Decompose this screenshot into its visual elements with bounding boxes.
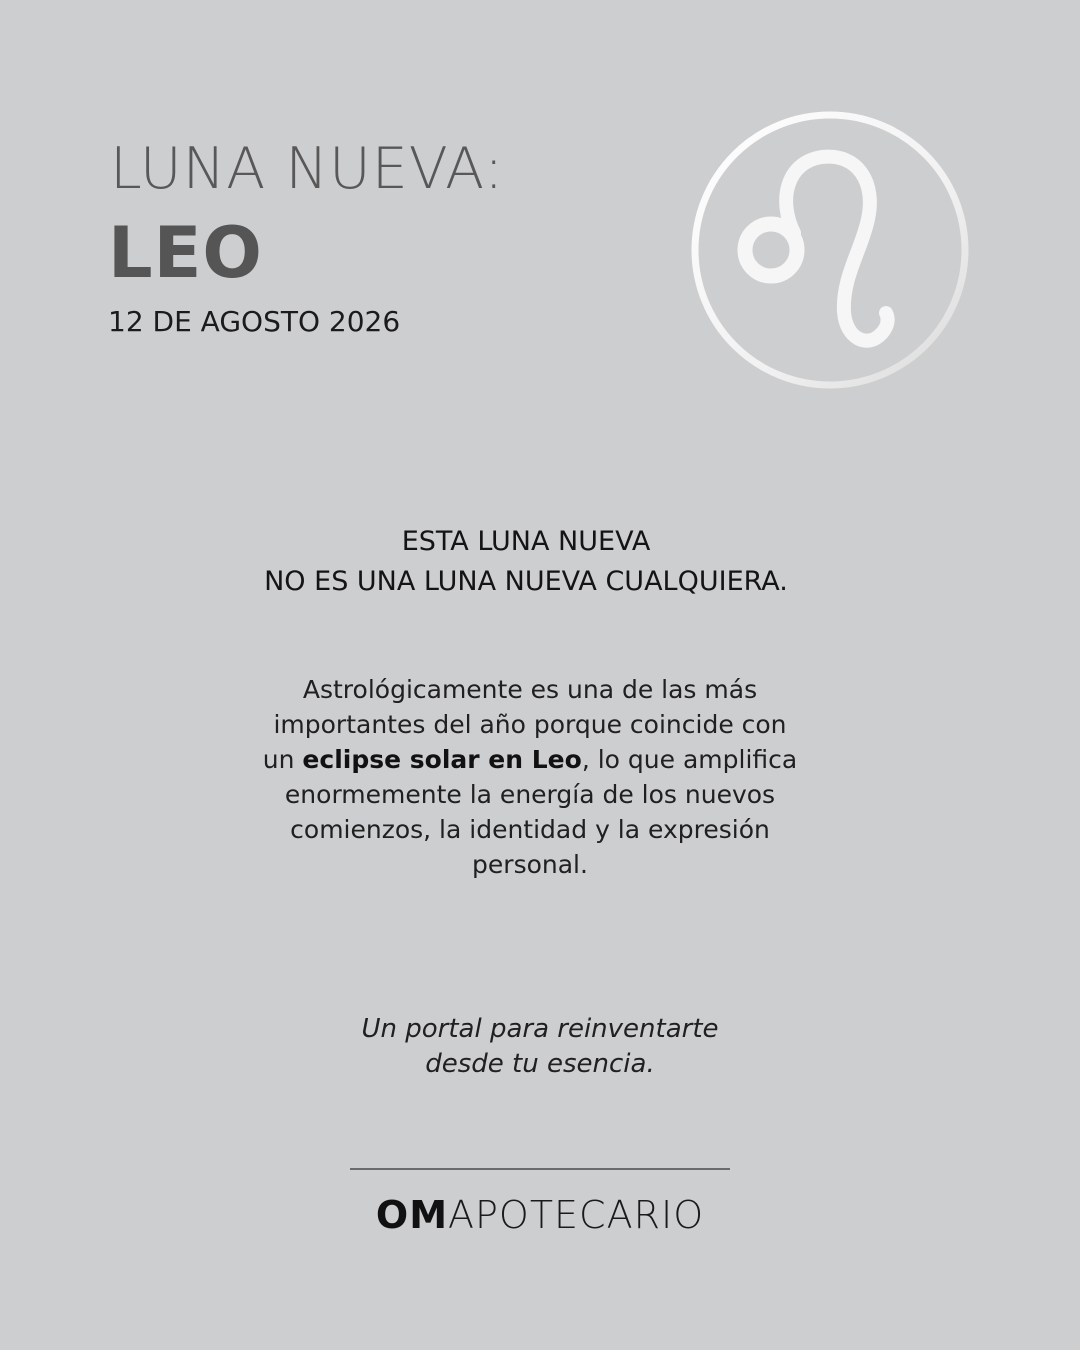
title-line-1: LUNA NUEVA: [110,136,505,202]
event-date: 12 DE AGOSTO 2026 [108,305,401,338]
leo-zodiac-icon [686,107,974,395]
brand-logo [0,1193,1080,1237]
headline [0,522,1052,602]
body-text-start: Astrológicamente es una de las más importantes del año porque coincide con un [262,675,787,774]
body-emphasis: eclipse solar en Leo [302,745,582,774]
body-text-end: , lo que amplifica enormemente la energía de los nuevos comienzos, la identidad y la expresión personal. [284,745,798,879]
divider-line [350,1168,730,1170]
brand-strong: OM [375,1193,449,1237]
body-paragraph [254,672,806,882]
title-line-2: LEO [108,212,263,294]
brand-light: APOTECARIO [448,1193,705,1237]
headline-line-2: NO ES UNA LUNA NUEVA CUALQUIERA. [264,566,788,597]
tagline [300,1012,780,1082]
headline-line-1: ESTA LUNA NUEVA [401,526,651,557]
tagline-line-1: Un portal para reinventarte [361,1014,719,1044]
leo-glyph [745,157,888,341]
tagline-line-2: desde tu esencia. [425,1049,655,1079]
